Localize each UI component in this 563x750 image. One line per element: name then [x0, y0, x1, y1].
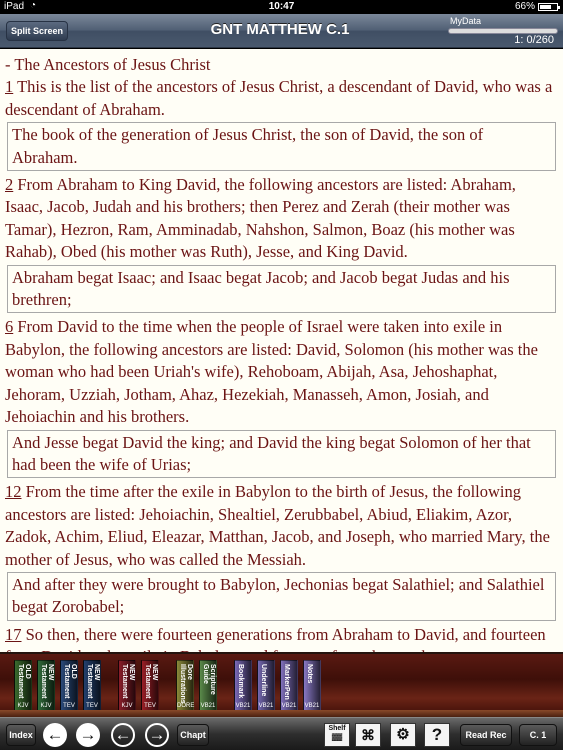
parallel-verse-box: And after they were brought to Babylon, Jechonias begat Salathiel; and Salathiel begat Zorobabel; [7, 572, 556, 621]
clock: 10:47 [268, 1, 295, 12]
back-arrow-icon[interactable]: ← [43, 723, 67, 747]
book-title: Scripture Guide [202, 664, 216, 695]
book-title: NEW Testament [121, 664, 135, 699]
book-title: OLD Testament [63, 664, 77, 699]
verse-number-link[interactable]: 6 [5, 317, 14, 337]
book-version: KJV [40, 703, 52, 709]
parallel-verse-box: Abraham begat Isaac; and Isaac begat Jacob; and Jacob begat Judas and his brethren; [7, 265, 556, 314]
book-version: VB21 [258, 703, 274, 709]
prev-chapter-icon[interactable]: ← [111, 723, 135, 747]
mydata-panel[interactable] [448, 16, 558, 46]
shelf-book[interactable] [257, 660, 275, 712]
current-chapter-button[interactable]: C. 1 [519, 724, 557, 746]
verse-text: This is the list of the ancestors of Jesus Christ, a descendant of David, who was a descendant of Abraham. [5, 77, 553, 119]
page-title: GNT MATTHEW C.1 [210, 21, 350, 38]
verse-paragraph [5, 481, 558, 571]
book-version: TEV [86, 703, 98, 709]
book-version: VB21 [200, 703, 216, 709]
shelf-book[interactable] [303, 660, 321, 712]
verse-number-link[interactable]: 17 [5, 624, 22, 644]
parallel-verse-box: And Jesse begat David the king; and David the king begat Solomon of her that had been the wife of Urias; [7, 430, 556, 479]
book-version: KJV [121, 703, 133, 709]
wifi-icon: ◔ [30, 0, 37, 11]
read-record-button[interactable]: Read Rec [460, 724, 512, 746]
book-version: TEV [144, 703, 156, 709]
help-icon[interactable]: ? [424, 723, 450, 747]
book-title: OLD Testament [17, 664, 31, 699]
book-title: NEW Testament [40, 664, 54, 699]
passage-content[interactable] [0, 49, 563, 652]
book-title: NEW Testament [144, 664, 158, 699]
book-shelf [0, 652, 563, 717]
book-title: Underline [260, 664, 267, 697]
book-title: Bookmark [237, 664, 244, 699]
book-title: Notes [306, 664, 313, 684]
book-title: MarkerPen [283, 664, 290, 700]
verse-list [5, 76, 558, 668]
book-version: KJV [17, 703, 29, 709]
battery-fill [540, 5, 551, 9]
shelf-book[interactable] [60, 660, 78, 712]
parallel-verse-box: The book of the generation of Jesus Christ, the son of David, the son of Abraham. [7, 122, 556, 171]
book-version: VB21 [281, 703, 297, 709]
verse-paragraph [5, 174, 558, 264]
split-screen-button[interactable]: Split Screen [6, 21, 68, 41]
mydata-label: MyData [450, 16, 482, 26]
shelf-icon[interactable]: Shelf ▓▓ [324, 723, 350, 747]
verse-number-link[interactable]: 1 [5, 77, 14, 97]
battery-icon [538, 3, 558, 11]
game-controller-icon[interactable]: ⌘ [355, 723, 381, 747]
battery-percent: 66% [514, 1, 535, 12]
section-heading: - The Ancestors of Jesus Christ [5, 55, 211, 74]
shelf-book[interactable] [118, 660, 136, 712]
book-version: VB21 [304, 703, 320, 709]
nav-bar [0, 14, 563, 48]
shelf-board [0, 710, 563, 717]
status-bar [0, 0, 563, 14]
verse-number-link[interactable]: 2 [5, 175, 14, 195]
shelf-book[interactable] [234, 660, 252, 712]
index-button[interactable]: Index [6, 724, 36, 746]
verse-text: So then, there were fourteen generations from Abraham to David, and fourteen [25, 624, 546, 644]
verse-number-link[interactable]: 12 [5, 482, 22, 502]
book-title: Dore Illustrations [179, 664, 193, 704]
verse-text: From Abraham to King David, the following ancestors are listed: Abraham, Isaac, Jacob, Judah and his brothers; then Perez and Zerah (their mother was Tamar), Hezron, Ram, Amminadab, Nahshon, Salmon, Boaz (his mother was Rahab), Obed (his mother was Ruth), Jesse, and King David. [5, 175, 516, 262]
book-version: VB21 [235, 703, 251, 709]
shelf-book[interactable] [280, 660, 298, 712]
shelf-label: Shelf [328, 725, 346, 732]
forward-arrow-icon[interactable]: → [76, 723, 100, 747]
bottom-toolbar [0, 717, 563, 750]
verse-paragraph [5, 316, 558, 428]
next-chapter-icon[interactable]: → [145, 723, 169, 747]
book-title: NEW Testament [86, 664, 100, 699]
shelf-book[interactable] [83, 660, 101, 712]
gear-icon[interactable]: ⚙ [390, 723, 416, 747]
verse-paragraph [5, 76, 558, 121]
carrier-label: iPad [4, 1, 25, 12]
chapter-list-button[interactable]: Chapt [177, 724, 209, 746]
book-version: TEV [63, 703, 75, 709]
book-version: DORE [177, 703, 195, 709]
shelf-book[interactable] [37, 660, 55, 712]
shelf-book[interactable] [14, 660, 32, 712]
shelf-book[interactable] [199, 660, 217, 712]
shelf-book[interactable] [141, 660, 159, 712]
shelf-book[interactable] [176, 660, 194, 712]
verse-counter: 1: 0/260 [514, 34, 554, 46]
verse-text: From David to the time when the people of Israel were taken into exile in Babylon, the following ancestors are listed: David, Solomon (his mother was the woman who had been Uriah's wife), Rehoboam, Abijah, Asa, Jehoshaphat, Jehoram, Uzziah, Jotham, Ahaz, Hezekiah, Manasseh, Amon, Josiah, and Jehoiachin and his brothers. [5, 317, 538, 427]
verse-text: From the time after the exile in Babylon to the birth of Jesus, the following ancestors are listed: Jehoiachin, Shealtiel, Zerubbabel, Abiud, Eliakim, Azor, Zadok, Achim, Eliud, Eleazar, Matthan, Jacob, and Joseph, who married Mary, the mother of Jesus, who was called the Messiah. [5, 482, 550, 569]
